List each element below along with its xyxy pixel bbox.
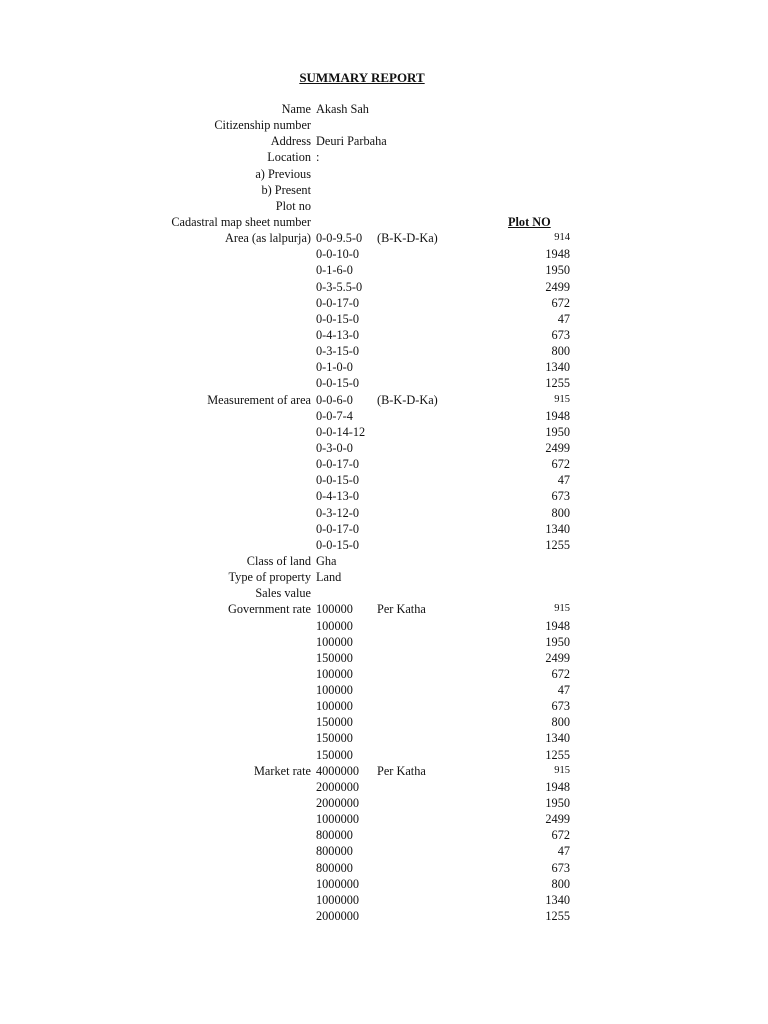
field-value: 0-3-5.5-0 — [316, 279, 363, 294]
report-row — [0, 230, 768, 246]
plot-number: 1948 — [545, 618, 570, 633]
report-row — [0, 359, 768, 375]
report-row — [0, 246, 768, 262]
plot-number: 1255 — [545, 537, 570, 552]
report-row — [0, 198, 768, 214]
field-value: 0-0-7-4 — [316, 408, 353, 423]
plot-number: 1340 — [545, 731, 570, 746]
field-label: Government rate — [228, 602, 311, 617]
field-value: 0-4-13-0 — [316, 327, 360, 342]
report-row — [0, 698, 768, 714]
report-row — [0, 860, 768, 876]
field-value: 0-0-15-0 — [316, 376, 360, 391]
report-row — [0, 553, 768, 569]
plot-number: 673 — [551, 489, 570, 504]
report-row — [0, 424, 768, 440]
field-label: Citizenship number — [214, 118, 311, 133]
field-label: Address — [270, 134, 311, 149]
plot-number: 2499 — [545, 279, 570, 294]
plot-number: 672 — [551, 457, 570, 472]
field-value: 100000 — [316, 666, 353, 681]
report-row — [0, 472, 768, 488]
field-value: 0-0-15-0 — [316, 473, 360, 488]
report-row — [0, 537, 768, 553]
report-row — [0, 182, 768, 198]
report-row — [0, 634, 768, 650]
field-value: Land — [316, 570, 342, 585]
field-value: 150000 — [316, 731, 353, 746]
field-value: 100000 — [316, 602, 353, 617]
plot-number: 47 — [557, 844, 570, 859]
field-unit: Per Katha — [377, 602, 426, 617]
report-row — [0, 585, 768, 601]
field-value: 800000 — [316, 844, 353, 859]
plot-number: 47 — [557, 311, 570, 326]
report-row — [0, 714, 768, 730]
field-value: 0-1-0-0 — [316, 360, 353, 375]
plot-number: 672 — [551, 295, 570, 310]
report-row — [0, 827, 768, 843]
plot-number: 2499 — [545, 812, 570, 827]
report-row — [0, 569, 768, 585]
report-row — [0, 101, 768, 117]
report-row — [0, 650, 768, 666]
field-value: 0-0-15-0 — [316, 537, 360, 552]
report-row — [0, 908, 768, 924]
plot-number: 2499 — [545, 650, 570, 665]
field-value: 0-0-17-0 — [316, 521, 360, 536]
plot-number: 800 — [551, 505, 570, 520]
field-value: 0-0-17-0 — [316, 457, 360, 472]
field-label: b) Present — [261, 182, 311, 197]
report-row — [0, 730, 768, 746]
report-row — [0, 440, 768, 456]
report-row — [0, 262, 768, 278]
field-value: 0-0-14-12 — [316, 424, 366, 439]
field-label: Market rate — [253, 763, 311, 778]
report-row — [0, 666, 768, 682]
report-row — [0, 521, 768, 537]
plot-number: 1950 — [545, 424, 570, 439]
plot-number: 1950 — [545, 263, 570, 278]
report-row — [0, 763, 768, 779]
plot-number: 915 — [554, 393, 570, 405]
plot-number: 47 — [557, 683, 570, 698]
field-value: Gha — [316, 553, 337, 568]
field-value: 0-3-15-0 — [316, 344, 360, 359]
plot-number: 673 — [551, 699, 570, 714]
plot-no-header: Plot NO — [508, 214, 551, 229]
field-value: 0-3-0-0 — [316, 440, 353, 455]
field-value: Deuri Parbaha — [316, 134, 387, 149]
report-row — [0, 779, 768, 795]
field-value: 2000000 — [316, 779, 360, 794]
report-row — [0, 456, 768, 472]
field-label: Measurement of area — [207, 392, 311, 407]
report-row — [0, 149, 768, 165]
report-row — [0, 505, 768, 521]
field-label: Cadastral map sheet number — [171, 214, 311, 229]
report-row — [0, 618, 768, 634]
report-row — [0, 892, 768, 908]
plot-number: 1948 — [545, 779, 570, 794]
report-row — [0, 747, 768, 763]
field-value: : — [316, 150, 320, 165]
field-label: Name — [281, 102, 311, 116]
report-row — [0, 375, 768, 391]
field-value: 0-4-13-0 — [316, 489, 360, 504]
field-value: 0-0-6-0 — [316, 392, 353, 407]
field-unit: Per Katha — [377, 763, 426, 778]
plot-number: 1948 — [545, 247, 570, 262]
report-row — [0, 795, 768, 811]
field-value: 0-1-6-0 — [316, 263, 353, 278]
field-label: Type of property — [228, 570, 311, 585]
report-row — [0, 811, 768, 827]
plot-number: 800 — [551, 715, 570, 730]
field-value: 100000 — [316, 683, 353, 698]
field-value: 1000000 — [316, 892, 360, 907]
field-value: 2000000 — [316, 909, 360, 924]
plot-number: 914 — [554, 232, 570, 244]
field-unit: (B-K-D-Ka) — [377, 231, 438, 246]
field-value: 150000 — [316, 650, 353, 665]
plot-number: 673 — [551, 860, 570, 875]
report-row — [0, 166, 768, 182]
report-title: SUMMARY REPORT — [299, 70, 425, 85]
report-row — [0, 488, 768, 504]
field-label: Sales value — [255, 586, 311, 601]
report-row — [0, 682, 768, 698]
plot-number: 1255 — [545, 747, 570, 762]
plot-number: 673 — [551, 327, 570, 342]
report-row — [0, 279, 768, 295]
plot-number: 672 — [551, 666, 570, 681]
plot-number: 800 — [551, 876, 570, 891]
report-row — [0, 601, 768, 617]
report-row — [0, 843, 768, 859]
field-value: 2000000 — [316, 796, 360, 811]
field-value: Akash Sah — [316, 102, 369, 116]
field-value: 100000 — [316, 634, 353, 649]
plot-number: 915 — [554, 603, 570, 615]
plot-number: 1950 — [545, 796, 570, 811]
plot-number: 1340 — [545, 521, 570, 536]
field-value: 1000000 — [316, 812, 360, 827]
field-value: 800000 — [316, 828, 353, 843]
plot-number: 1950 — [545, 634, 570, 649]
field-value: 1000000 — [316, 876, 360, 891]
report-row — [0, 117, 768, 133]
plot-number: 672 — [551, 828, 570, 843]
plot-number: 47 — [557, 473, 570, 488]
field-value: 100000 — [316, 618, 353, 633]
report-row — [0, 876, 768, 892]
report-row — [0, 343, 768, 359]
plot-number: 1255 — [545, 376, 570, 391]
plot-number: 800 — [551, 344, 570, 359]
field-value: 0-0-9.5-0 — [316, 231, 363, 246]
field-label: a) Previous — [255, 166, 311, 181]
field-label: Class of land — [246, 553, 311, 568]
report-row — [0, 133, 768, 149]
field-label: Plot no — [275, 198, 311, 213]
plot-number: 915 — [554, 764, 570, 776]
report-row — [0, 392, 768, 408]
report-row — [0, 214, 768, 230]
field-value: 0-0-17-0 — [316, 295, 360, 310]
plot-number: 1340 — [545, 892, 570, 907]
report-row — [0, 295, 768, 311]
plot-number: 2499 — [545, 440, 570, 455]
field-value: 100000 — [316, 699, 353, 714]
field-value: 0-0-10-0 — [316, 247, 360, 262]
field-value: 0-0-15-0 — [316, 311, 360, 326]
field-value: 800000 — [316, 860, 353, 875]
field-label: Area (as lalpurja) — [224, 231, 311, 246]
field-label: Location — [267, 150, 311, 165]
field-unit: (B-K-D-Ka) — [377, 392, 438, 407]
field-value: 0-3-12-0 — [316, 505, 360, 520]
plot-number: 1340 — [545, 360, 570, 375]
field-value: 150000 — [316, 715, 353, 730]
field-value: 150000 — [316, 747, 353, 762]
report-body — [0, 101, 768, 924]
report-row — [0, 311, 768, 327]
report-row — [0, 408, 768, 424]
field-value: 4000000 — [316, 763, 360, 778]
plot-number: 1948 — [545, 408, 570, 423]
report-row — [0, 327, 768, 343]
plot-number: 1255 — [545, 909, 570, 924]
